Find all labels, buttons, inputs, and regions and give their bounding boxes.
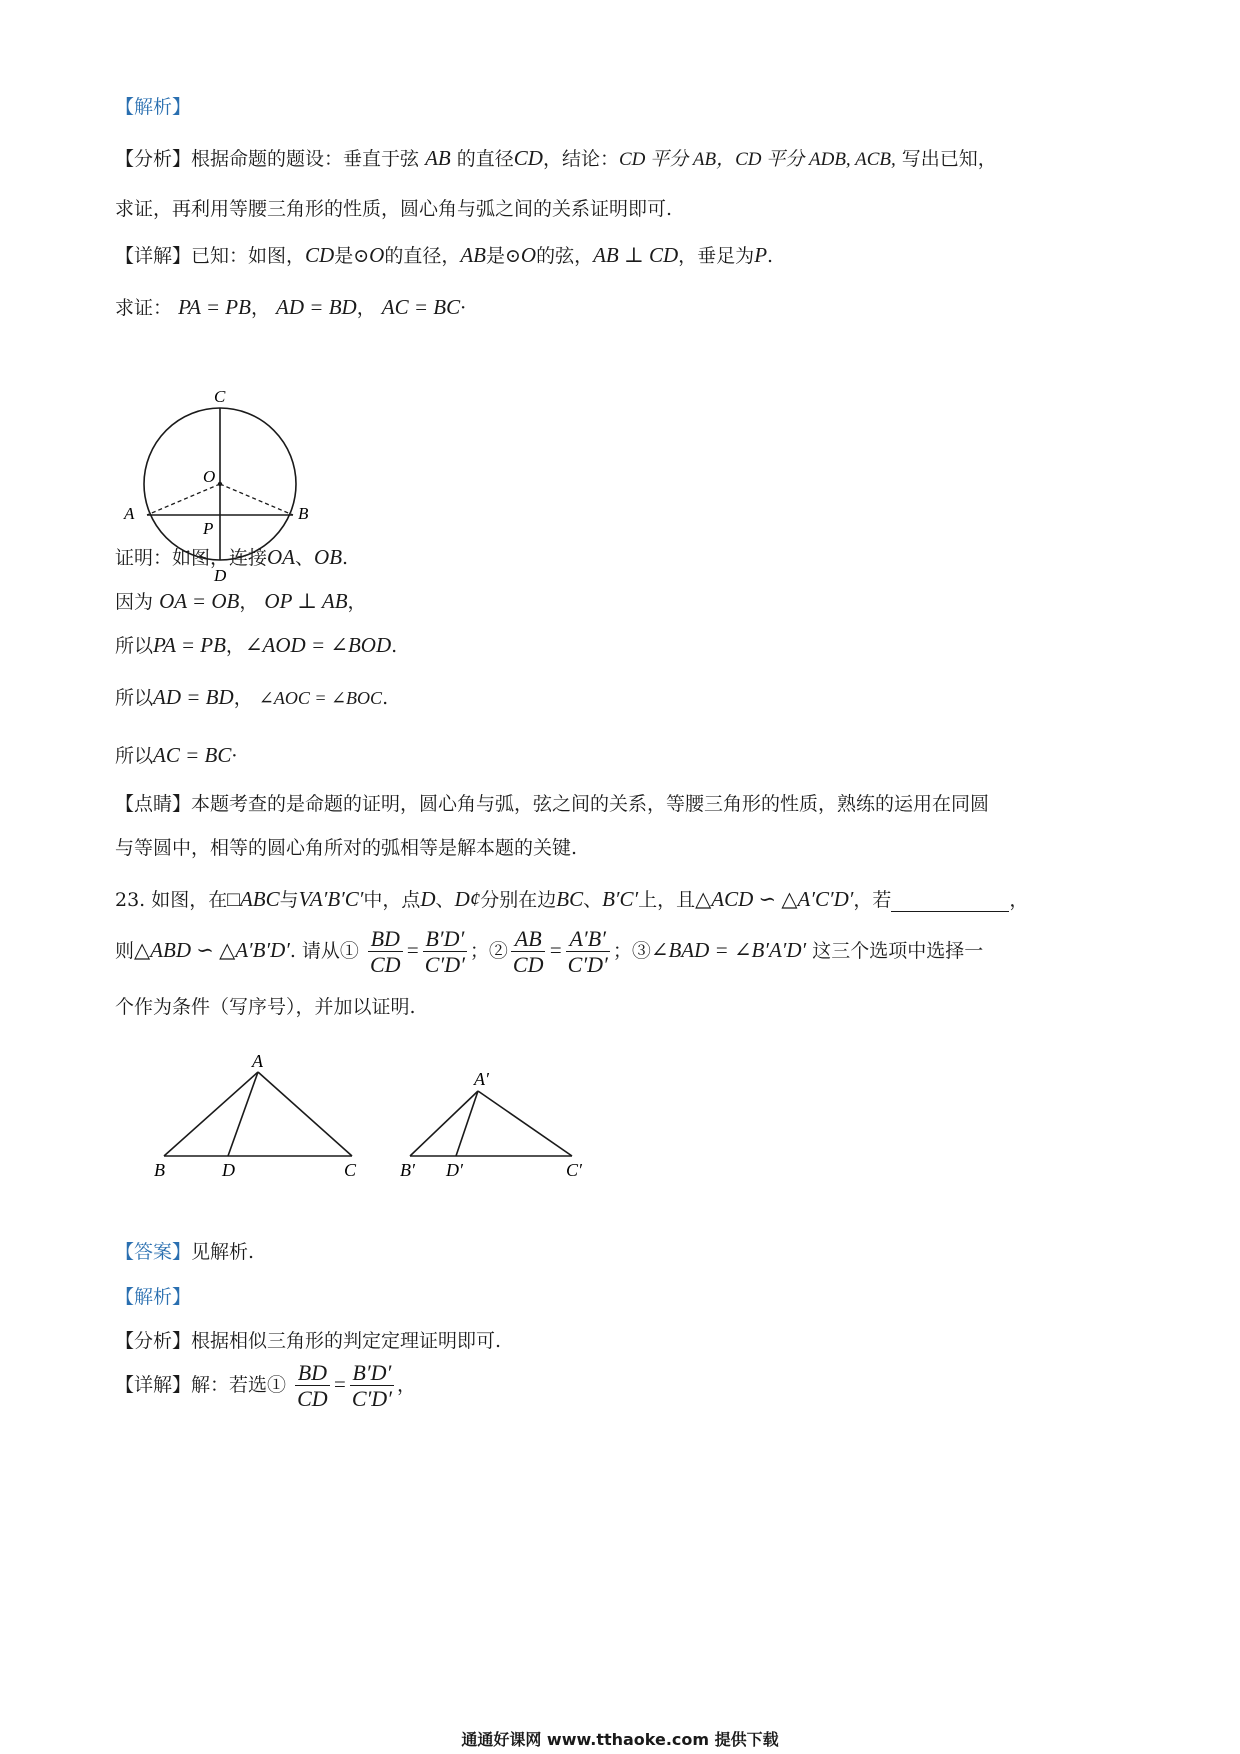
fraction-bd-cd-prime: $\frac{B'D'}{C'D'}$ bbox=[424, 926, 465, 978]
q23-line-1: 23. 如图，在□ABC与VA′B′C′中，点D、D¢分别在边BC、B′C′上，且△ACD ∽ △A′C′D′，若 ， bbox=[115, 887, 1029, 911]
xiangjie-known: 【详解】已知：如图，CD是⊙O的直径，AB是⊙O的弦，AB ⊥ CD，垂足为P. bbox=[115, 243, 774, 267]
answer-line: 【答案】见解析. bbox=[115, 1241, 255, 1263]
proof-line-2: 因为 OA = OB， OP ⊥ AB， bbox=[115, 589, 367, 613]
proof-line-5: 所以AC = BC· bbox=[115, 743, 238, 767]
triangles-figure bbox=[140, 1040, 660, 1200]
fraction-bd-cd: $\frac{BD}{CD}$ bbox=[369, 926, 401, 978]
label-a: A bbox=[124, 504, 135, 523]
label-c-prime: C′ bbox=[566, 1160, 582, 1180]
label-d: D bbox=[222, 1160, 235, 1180]
dianjing-line-1: 【点睛】本题考查的是命题的证明，圆心角与弧，弦之间的关系，等腰三角形的性质，熟练的运用在同圆 bbox=[115, 793, 990, 815]
label-d: D bbox=[214, 566, 227, 585]
label-b: B bbox=[298, 504, 309, 523]
label-a-prime: A′ bbox=[474, 1069, 489, 1089]
label-d-prime: D′ bbox=[446, 1160, 463, 1180]
fenxi-line-2b: 【分析】根据相似三角形的判定定理证明即可. bbox=[115, 1330, 502, 1352]
segment-oa bbox=[147, 484, 220, 515]
fraction-ab-cd: $\frac{AB}{CD}$ bbox=[512, 926, 544, 978]
q23-line-2: 则△ABD ∽ △A′B′D′. 请从① $\frac{BD}{CD}$ = $\frac{B'D'}{C'D'}$ ；② $\frac{AB}{CD}$ = $\frac{A'B'}{C'D'}$ ；③∠BAD = ∠B′A′D′ 这三个选项中选择一 bbox=[115, 926, 984, 978]
proof-line-1: 证明：如图，连接OA、OB. bbox=[115, 545, 349, 569]
label-c: C bbox=[344, 1160, 357, 1180]
qiuzheng-line: 求证： PA = PB， AD = BD， AC = BC· bbox=[115, 295, 467, 319]
segment-ob bbox=[220, 484, 293, 515]
label-o: O bbox=[203, 467, 216, 486]
triangle-abc bbox=[164, 1072, 352, 1156]
fraction-bd-cd-2: $\frac{BD}{CD}$ bbox=[297, 1360, 328, 1412]
proof-line-3: 所以PA = PB，∠AOD = ∠BOD. bbox=[115, 633, 398, 657]
label-b-prime: B′ bbox=[400, 1160, 415, 1180]
label-c: C bbox=[214, 387, 226, 406]
label-p: P bbox=[203, 519, 214, 538]
page-footer: 通通好课网 www.tthaoke.com 提供下载 bbox=[461, 1730, 779, 1749]
jiexi-heading-2: 【解析】 bbox=[115, 1286, 192, 1308]
dianjing-line-2: 与等圆中，相等的圆心角所对的弧相等是解本题的关键. bbox=[115, 837, 578, 859]
center-point bbox=[218, 482, 222, 486]
triangle-a-prime-b-prime-c-prime bbox=[410, 1091, 572, 1156]
label-a: A bbox=[252, 1051, 263, 1071]
fenxi-line-2: 求证，再利用等腰三角形的性质，圆心角与弧之间的关系证明即可. bbox=[115, 198, 673, 220]
fenxi-line-1: 【分析】根据命题的题设：垂直于弦 AB 的直径CD，结论：CD 平分 AB，CD 平分 ADB, ACB, 写出已知， bbox=[115, 146, 997, 170]
label-b: B bbox=[154, 1160, 165, 1180]
xiangjie-line-2: 【详解】解：若选① $\frac{BD}{CD}$ = $\frac{B'D'}{C'D'}$ ， bbox=[115, 1360, 417, 1412]
q23-line-3: 个作为条件（写序号），并加以证明. bbox=[115, 996, 416, 1018]
proof-line-4: 所以AD = BD， ∠AOC = ∠BOC. bbox=[115, 685, 389, 709]
fraction-bd-cd-prime-2: $\frac{B'D'}{C'D'}$ bbox=[351, 1360, 392, 1412]
jiexi-heading: 【解析】 bbox=[115, 96, 192, 118]
answer-blank bbox=[891, 893, 1009, 912]
fraction-ab-cd-prime: $\frac{A'B'}{C'D'}$ bbox=[567, 926, 608, 978]
